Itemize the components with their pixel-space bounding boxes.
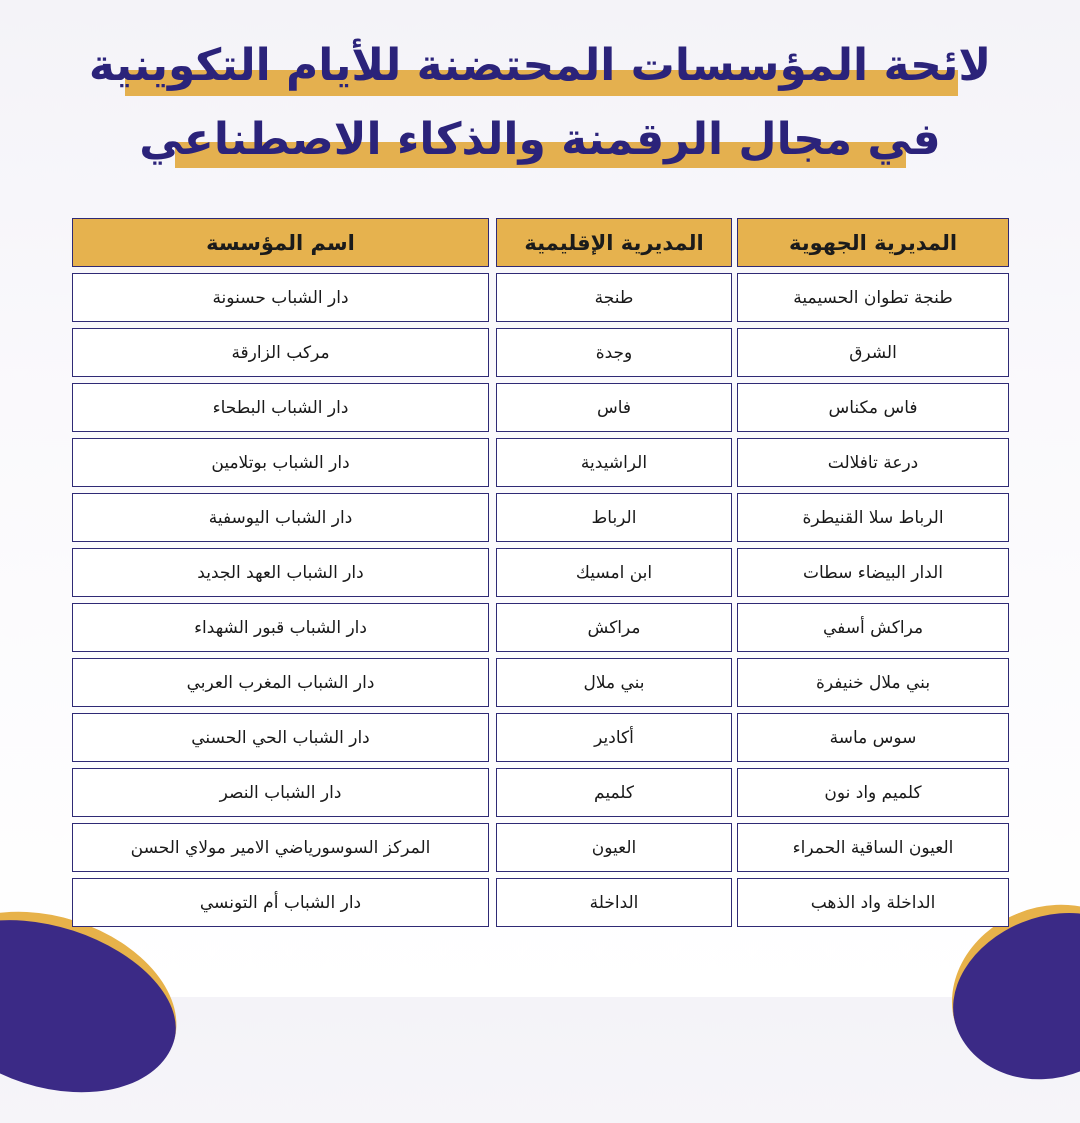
cell-institution: دار الشباب الحي الحسني <box>72 713 489 762</box>
cell-institution: دار الشباب المغرب العربي <box>72 658 489 707</box>
title-text-1: لائحة المؤسسات المحتضنة للأيام التكوينية <box>88 40 992 91</box>
cell-provincial: وجدة <box>496 328 732 377</box>
cell-provincial: الداخلة <box>496 878 732 927</box>
cell-regional: الدار البيضاء سطات <box>737 548 1009 597</box>
cell-regional: مراكش أسفي <box>737 603 1009 652</box>
cell-regional: الرباط سلا القنيطرة <box>737 493 1009 542</box>
cell-institution: مركب الزارقة <box>72 328 489 377</box>
cell-regional: العيون الساقية الحمراء <box>737 823 1009 872</box>
cell-regional: سوس ماسة <box>737 713 1009 762</box>
cell-regional: بني ملال خنيفرة <box>737 658 1009 707</box>
cell-regional: الداخلة واد الذهب <box>737 878 1009 927</box>
cell-institution: دار الشباب أم التونسي <box>72 878 489 927</box>
cell-provincial: طنجة <box>496 273 732 322</box>
cell-institution: دار الشباب النصر <box>72 768 489 817</box>
cell-regional: طنجة تطوان الحسيمية <box>737 273 1009 322</box>
cell-institution: المركز السوسورياضي الامير مولاي الحسن <box>72 823 489 872</box>
cell-provincial: مراكش <box>496 603 732 652</box>
cell-provincial: العيون <box>496 823 732 872</box>
cell-institution: دار الشباب حسنونة <box>72 273 489 322</box>
cell-regional: كلميم واد نون <box>737 768 1009 817</box>
page-title <box>0 0 1080 190</box>
title-line-1 <box>0 38 1080 94</box>
header-regional: المديرية الجهوية <box>737 218 1009 267</box>
cell-institution: دار الشباب اليوسفية <box>72 493 489 542</box>
cell-provincial: أكادير <box>496 713 732 762</box>
cell-regional: الشرق <box>737 328 1009 377</box>
cell-institution: دار الشباب البطحاء <box>72 383 489 432</box>
cell-institution: دار الشباب بوتلامين <box>72 438 489 487</box>
cell-provincial: بني ملال <box>496 658 732 707</box>
cell-provincial: الرباط <box>496 493 732 542</box>
institutions-table <box>72 218 1009 928</box>
header-institution: اسم المؤسسة <box>72 218 489 267</box>
cell-regional: فاس مكناس <box>737 383 1009 432</box>
header-provincial: المديرية الإقليمية <box>496 218 732 267</box>
cell-institution: دار الشباب العهد الجديد <box>72 548 489 597</box>
cell-provincial: فاس <box>496 383 732 432</box>
title-line-2 <box>0 112 1080 168</box>
cell-provincial: الراشيدية <box>496 438 732 487</box>
cell-regional: درعة تافلالت <box>737 438 1009 487</box>
title-text-2: في مجال الرقمنة والذكاء الاصطناعي <box>139 114 941 165</box>
cell-institution: دار الشباب قبور الشهداء <box>72 603 489 652</box>
cell-provincial: ابن امسيك <box>496 548 732 597</box>
cell-provincial: كلميم <box>496 768 732 817</box>
